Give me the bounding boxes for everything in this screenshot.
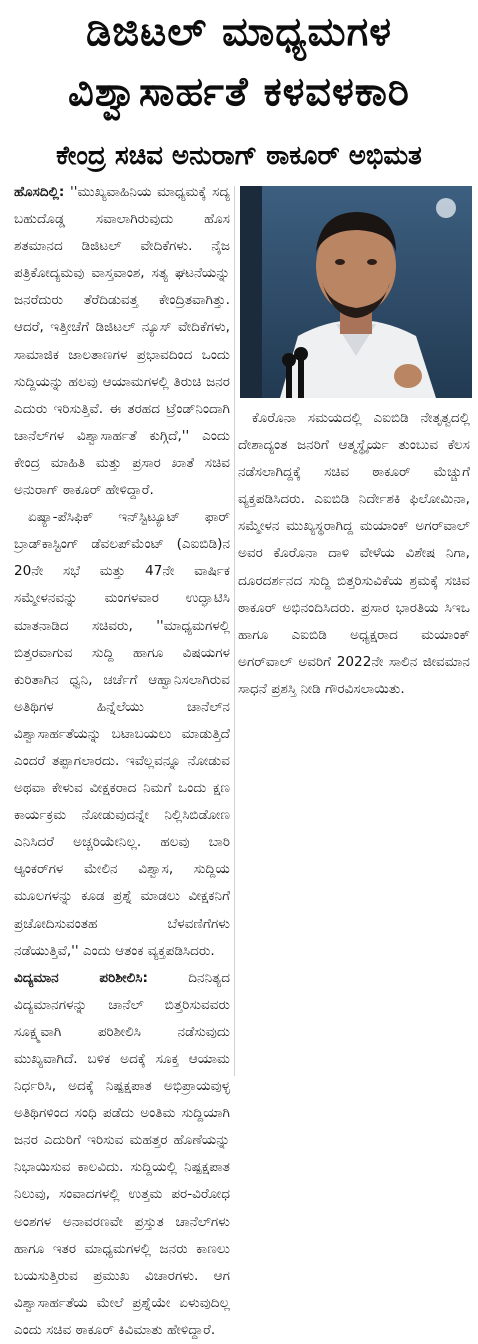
headline-line-1: ಡಿಜಿಟಲ್ ಮಾಧ್ಯಮಗಳ	[86, 9, 392, 55]
column-divider	[234, 186, 235, 1076]
article-column-right	[238, 405, 470, 703]
paragraph: ಕೊರೊನಾ ಸಮಯದಲ್ಲಿ ಎಐಬಿಡಿ ನೇತೃತ್ವದಲ್ಲಿ ದೇಶಾದ್ಯಂತ ಜನರಿಗೆ ಆತ್ಮಸ್ಥೈರ್ಯ ತುಂಬುವ ಕೆಲಸ ನಡೆಸಲಾಗಿದ್ದಕ್ಕೆ ಸಚಿವ ಠಾಕೂರ್ ಮೆಚ್ಚುಗೆ ವ್ಯಕ್ತಪಡಿಸಿದರು. ಎಐಬಿಡಿ ನಿರ್ದೇಶಕಿ ಫಿಲೋಮಿನಾ, ಸಮ್ಮೇಳನ ಮುಖ್ಯಸ್ಥರಾಗಿದ್ದ ಮಯಾಂಕ್ ಅಗರ್‌ವಾಲ್ ಅವರ ಕೊರೊನಾ ದಾಳಿ ವೇಳೆಯ ವಿಶೇಷ ನಿಗಾ, ದೂರದರ್ಶನದ ಸುದ್ದಿ ಬಿತ್ತರಿಸುವಿಕೆಯ ಶ್ರಮಕ್ಕೆ ಸಚಿವ ಠಾಕೂರ್ ಅಭಿನಂದಿಸಿದರು. ಪ್ರಸಾರ ಭಾರತಿಯ ಸಿಇಒ ಹಾಗೂ ಎಐಬಿಡಿ ಅಧ್ಯಕ್ಷರಾದ ಮಯಾಂಕ್ ಅಗರ್‌ವಾಲ್ ಅವರಿಗೆ 2022ನೇ ಸಾಲಿನ ಜೀವಮಾನ ಸಾಧನೆ ಪ್ರಶಸ್ತಿ ನೀಡಿ ಗೌರವಿಸಲಾಯಿತು.	[238, 410, 470, 697]
dateline: ಹೊಸದಿಲ್ಲಿ:	[14, 184, 65, 200]
paragraph-text: ದಿನನಿತ್ಯದ ವಿದ್ಯಮಾನಗಳನ್ನು ಚಾನೆಲ್ ಬಿತ್ತರಿಸುವವರು ಸೂಕ್ಷ್ಮವಾಗಿ ಪರಿಶೀಲಿಸಿ ನಡೆಸುವುದು ಮುಖ್ಯವಾಗಿದೆ. ಬಳಿಕ ಅದಕ್ಕೆ ಸೂಕ್ತ ಆಯಾಮ ನಿರ್ಧರಿಸಿ, ಅದಕ್ಕೆ ನಿಷ್ಪಕ್ಷಪಾತ ಅಭಿಪ್ರಾಯವುಳ್ಳ ಅತಿಥಿಗಳಿಂದ ಸಂಧಿ ಪಡೆದು ಅಂತಿಮ ಸುದ್ದಿಯಾಗಿ ಜನರ ಎದುರಿಗೆ ಇರಿಸುವ ಮಹತ್ತರ ಹೊಣೆಯನ್ನು ನಿಭಾಯಿಸುವ ಕಾಲವಿದು. ಸುದ್ದಿಯಲ್ಲಿ ನಿಷ್ಪಕ್ಷಪಾತ ನಿಲುವು, ಸಂವಾದಗಳಲ್ಲಿ ಉತ್ತಮ ಪರ-ವಿರೋಧ ಅಂಶಗಳ ಅನಾವರಣವೇ ಪ್ರಸ್ತುತ ಚಾನೆಲ್‌ಗಳು ಹಾಗೂ ಇತರ ಮಾಧ್ಯಮಗಳಲ್ಲಿ ಜನರು ಕಾಣಲು ಬಯಸುತ್ತಿರುವ ಪ್ರಮುಖ ವಿಚಾರಗಳು. ಆಗ ವಿಶ್ವಾಸಾರ್ಹತೆಯ ಮೇಲೆ ಪ್ರಶ್ನೆಯೇ ಏಳುವುದಿಲ್ಲ ಎಂದು ಸಚಿವ ಠಾಕೂರ್ ಕಿವಿಮಾತು ಹೇಳಿದ್ದಾರೆ.	[14, 969, 231, 1338]
minister-photo	[240, 186, 472, 398]
paragraph	[14, 179, 230, 504]
paragraph-text: ''ಮುಖ್ಯವಾಹಿನಿಯ ಮಾಧ್ಯಮಕ್ಕೆ ಸದ್ಯ ಬಹುದೊಡ್ಡ ಸವಾಲಾಗಿರುವುದು ಹೊಸ ಶತಮಾನದ ಡಿಜಿಟಲ್ ವೇದಿಕೆಗಳು. ನೈಜ ಪತ್ರಿಕೋದ್ಯಮವು ವಾಸ್ತವಾಂಶ, ಸತ್ಯ ಘಟನೆಯನ್ನು ಜನರೆದುರು ತೆರೆದಿಡುವತ್ತ ಕೇಂದ್ರಿತವಾಗಿತ್ತು. ಆದರೆ, ಇತ್ತೀಚೆಗೆ ಡಿಜಿಟಲ್ ನ್ಯೂಸ್ ವೇದಿಕೆಗಳು, ಸಾಮಾಜಿಕ ಜಾಲತಾಣಗಳ ಪ್ರಭಾವದಿಂದ ಒಂದು ಸುದ್ದಿಯನ್ನು ಹಲವು ಆಯಾಮಗಳಲ್ಲಿ ತಿರುಚಿ ಜನರ ಎದುರು ಇರಿಸುತ್ತಿವೆ. ಈ ತರಹದ ಟ್ರೆಂಡ್‌ನಿಂದಾಗಿ ಚಾನೆಲ್‌ಗಳ ವಿಶ್ವಾಸಾರ್ಹತೆ ಕುಗ್ಗಿದೆ,'' ಎಂದು ಕೇಂದ್ರ ಮಾಹಿತಿ ಮತ್ತು ಪ್ರಸಾರ ಖಾತೆ ಸಚಿವ ಅನುರಾಗ್ ಠಾಕೂರ್ ಹೇಳಿದ್ದಾರೆ.	[14, 184, 230, 499]
headline-line-2: ವಿಶ್ವಾಸಾರ್ಹತೆ ಕಳವಳಕಾರಿ	[68, 69, 410, 115]
article-column-left	[14, 179, 230, 1344]
paragraph: ಏಷ್ಯಾ-ಪೆಸಿಫಿಕ್ ಇನ್‌ಸ್ಟಿಟ್ಯೂಟ್ ಫಾರ್ ಬ್ರಾಡ್‌ಕಾಸ್ಟಿಂಗ್ ಡೆವಲಪ್‌ಮೆಂಟ್ (ಎಐಬಿಡಿ)ನ 20ನೇ ಸಭೆ ಮತ್ತು 47ನೇ ವಾರ್ಷಿಕ ಸಮ್ಮೇಳನವನ್ನು ಮಂಗಳವಾರ ಉದ್ಘಾಟಿಸಿ ಮಾತನಾಡಿದ ಸಚಿವರು, ''ಮಾಧ್ಯಮಗಳಲ್ಲಿ ಬಿತ್ತರವಾಗುವ ಸುದ್ದಿ ಹಾಗೂ ವಿಷಯಗಳ ಕುರಿತಾಗಿನ ಧ್ವನಿ, ಚರ್ಚೆಗೆ ಆಹ್ವಾನಿಸಲಾಗಿರುವ ಅತಿಥಿಗಳ ಹಿನ್ನೆಲೆಯು ಚಾನೆಲ್‌ನ ವಿಶ್ವಾಸಾರ್ಹತೆಯನ್ನು ಬಟಾಬಯಲು ಮಾಡುತ್ತಿದೆ ಎಂದರೆ ತಪ್ಪಾಗಲಾರದು. ಇವೆಲ್ಲವನ್ನೂ ನೋಡುವ ಅಥವಾ ಕೇಳುವ ವೀಕ್ಷಕರಾದ ನಿಮಗೆ ಒಂದು ಕ್ಷಣ ಕಾರ್ಯಕ್ರಮ ನೋಡುವುದನ್ನೇ ನಿಲ್ಲಿಸಿಬಿಡೋಣ ಎನಿಸಿದರೆ ಅಚ್ಚರಿಯೇನಿಲ್ಲ. ಹಲವು ಬಾರಿ ಆ್ಯಂಕರ್‌ಗಳ ಮೇಲಿನ ವಿಶ್ವಾಸ, ಸುದ್ದಿಯ ಮೂಲಗಳನ್ನು ಕೂಡ ಪ್ರಶ್ನೆ ಮಾಡಲು ವೀಕ್ಷಕನಿಗೆ ಪ್ರಚೋದಿಸುವಂತಹ ಬೆಳವಣಿಗೆಗಳು ನಡೆಯುತ್ತಿವೆ,'' ಎಂದು ಆತಂಕ ವ್ಯಕ್ತಪಡಿಸಿದರು.	[14, 509, 230, 959]
portrait-illustration	[240, 186, 472, 398]
paragraph	[14, 965, 230, 1344]
subheadline: ಕೇಂದ್ರ ಸಚಿವ ಅನುರಾಗ್ ಠಾಕೂರ್ ಅಭಿಮತ	[56, 141, 422, 171]
section-heading: ವಿದ್ಯಮಾನ ಪರಿಶೀಲಿಸಿ:	[14, 969, 148, 986]
